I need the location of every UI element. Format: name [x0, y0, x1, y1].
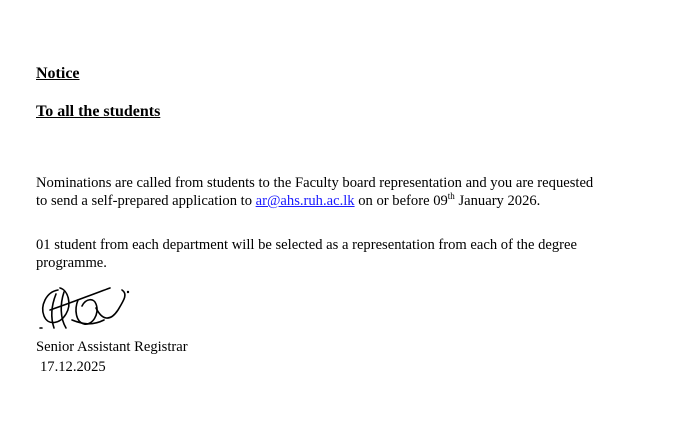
- notice-date: 17.12.2025: [40, 359, 106, 375]
- paragraph-line: 01 student from each department will be selected as a representation from each of the degree: [36, 237, 577, 253]
- signer-title: Senior Assistant Registrar: [36, 339, 188, 355]
- audience-heading: To all the students: [36, 103, 161, 120]
- paragraph-line: programme.: [36, 255, 107, 271]
- paragraph-text: January 2026.: [454, 193, 541, 209]
- notice-title: Notice: [36, 65, 80, 82]
- paragraph-text: on or before 09: [354, 193, 448, 209]
- nomination-paragraph: [36, 174, 646, 210]
- email-link[interactable]: ar@ahs.ruh.ac.lk: [255, 193, 355, 209]
- paragraph-text: to send a self-prepared application to: [36, 193, 256, 209]
- selection-paragraph: [36, 236, 646, 272]
- paragraph-line: Nominations are called from students to the Faculty board representation and you are requested: [36, 175, 594, 191]
- date-ordinal-suffix: th: [447, 191, 455, 202]
- notice-document: [36, 0, 656, 430]
- signature-icon: [38, 280, 138, 334]
